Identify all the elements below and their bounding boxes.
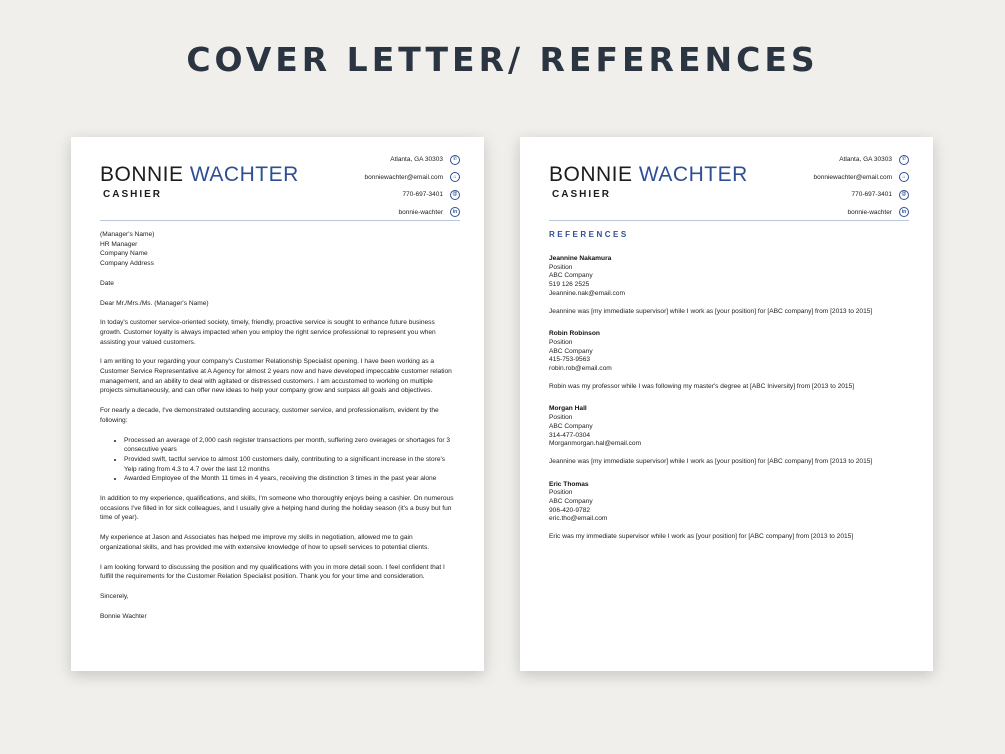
- contact-block: [709, 151, 909, 221]
- home-icon: ⌂: [450, 172, 460, 182]
- reference-phone: 314-477-0304: [549, 431, 591, 439]
- at-icon: @: [899, 190, 909, 200]
- reference-company: ABC Company: [549, 498, 593, 506]
- reference-phone: 519 126 2525: [549, 281, 590, 289]
- header-divider: [100, 220, 460, 221]
- at-icon: @: [450, 190, 460, 200]
- contact-text: Atlanta, GA 30303: [839, 156, 892, 164]
- references-list: [549, 255, 903, 556]
- contact-row-location: [260, 151, 460, 169]
- last-name: WACHTER: [638, 163, 748, 186]
- letter-paragraph: I am looking forward to discussing the position and my qualifications with you in more detail soon. I feel confident that I fulfill the requirements for the Customer Relation Specialist position. Thank you for your time and consideration.: [100, 563, 445, 581]
- address-line: (Manager's Name): [100, 231, 155, 238]
- reference-email: Morganmorgan.hal@email.com: [549, 440, 642, 448]
- address-line: HR Manager: [100, 240, 138, 248]
- reference-position: Position: [549, 414, 573, 422]
- letter-closing: Sincerely,: [100, 592, 129, 600]
- reference-name: Morgan Hall: [549, 405, 587, 413]
- list-item: • Processed an average of 2,000 cash register transactions per month, suffering zero overages or shortages for 3 consecutive years: [124, 436, 454, 455]
- contact-text: bonniewachter@email.com: [364, 173, 443, 181]
- reference-entry: [549, 330, 903, 391]
- letter-paragraph: In addition to my experience, qualifications, and skills, I'm someone who thoroughly enjoys being a cashier. On numerous occasions I've filled in for sick colleagues, and I usually give a helping hand during the holiday season (it's a busy but fun time of year).: [100, 495, 454, 522]
- letter-paragraph: For nearly a decade, I've demonstrated outstanding accuracy, customer service, and professionalism, evident by the following:: [100, 407, 439, 424]
- reference-note: Jeannine was [my immediate supervisor] while I work as [your position] for [ABC company] from [2013 to 2015]: [549, 457, 873, 465]
- contact-row-location: [709, 151, 909, 169]
- contact-row-email: [260, 169, 460, 187]
- letter-paragraph: In today's customer service-oriented society, timely, friendly, proactive service is sought to enhance future business growth. Customer loyalty is always impacted when you employ the right service professional to represent you when assisting your valued customers.: [100, 319, 436, 346]
- contact-text: bonnie-wachter: [847, 208, 892, 216]
- letter-paragraph: I am writing to your regarding your company's Customer Relationship Specialist opening. I have been working as a Customer Service Representative at A Agency for almost 2 years now and have developed impeccable customer relation management, and an ability to deal with agitated or distressed customers. I am accustomed to working on multiple projects simultaneously, and can offer new ideas to help your company grow and surpass all goals and objectives.: [100, 358, 452, 395]
- address-line: Company Address: [100, 260, 154, 268]
- header-divider: [549, 220, 909, 221]
- letter-paragraph: My experience at Jason and Associates has helped me improve my skills in negotiation, allowed me to gain organizational skills, and has provided me with extensive knowledge of how to upsell services to potential clients.: [100, 534, 430, 551]
- linkedin-icon: in: [450, 207, 460, 217]
- home-icon: ⌂: [899, 172, 909, 182]
- page-headline: COVER LETTER/ REFERENCES: [186, 40, 819, 79]
- letter-signature: Bonnie Wachter: [100, 612, 147, 620]
- address-line: Company Name: [100, 250, 148, 258]
- achievement-list: [100, 436, 454, 485]
- job-title: CASHIER: [103, 189, 163, 200]
- list-item: • Provided swift, tactful service to almost 100 customers daily, contributing to a significant increase in the store's Yelp rating from 4.3 to 4.7 over the last 12 months: [124, 455, 454, 474]
- reference-position: Position: [549, 263, 573, 271]
- contact-row-phone: [709, 186, 909, 204]
- contact-text: 770-697-3401: [851, 191, 892, 199]
- contact-row-linkedin: [260, 204, 460, 222]
- reference-email: robin.rob@email.com: [549, 365, 612, 373]
- contact-text: Atlanta, GA 30303: [390, 156, 443, 164]
- first-name: BONNIE: [549, 163, 633, 186]
- contact-text: 770-697-3401: [402, 191, 443, 199]
- cover-letter-page: [71, 137, 484, 671]
- reference-note: Jeannine was [my immediate supervisor] while I work as [your position] for [ABC company] from [2013 to 2015]: [549, 307, 873, 315]
- contact-row-email: [709, 169, 909, 187]
- reference-position: Position: [549, 489, 573, 497]
- references-page: [520, 137, 933, 671]
- reference-entry: [549, 481, 903, 542]
- job-title: CASHIER: [552, 189, 612, 200]
- contact-block: [260, 151, 460, 221]
- reference-phone: 415-753-9563: [549, 356, 591, 364]
- reference-name: Eric Thomas: [549, 480, 589, 488]
- reference-company: ABC Company: [549, 422, 593, 430]
- reference-name: Jeannine Nakamura: [549, 255, 612, 262]
- contact-text: bonnie-wachter: [398, 208, 443, 216]
- letter-body: [100, 230, 454, 631]
- contact-row-phone: [260, 186, 460, 204]
- contact-text: bonniewachter@email.com: [813, 173, 892, 181]
- reference-position: Position: [549, 338, 573, 346]
- reference-email: Jeannine.nak@email.com: [549, 289, 625, 297]
- references-title: REFERENCES: [549, 230, 629, 239]
- reference-note: Eric was my immediate supervisor while I work as [your position] for [ABC company] from [2013 to 2015]: [549, 533, 854, 541]
- reference-name: Robin Robinson: [549, 330, 600, 338]
- list-item: • Awarded Employee of the Month 11 times in 4 years, receiving the distinction 3 times in the past year alone: [124, 474, 454, 484]
- phone-icon: ✆: [899, 155, 909, 165]
- reference-company: ABC Company: [549, 272, 593, 280]
- letter-date: Date: [100, 279, 114, 287]
- reference-phone: 906-420-9782: [549, 506, 591, 514]
- contact-row-linkedin: [709, 204, 909, 222]
- letter-salutation: Dear Mr./Mrs./Ms. (Manager's Name): [100, 299, 209, 307]
- reference-note: Robin was my professor while I was following my master's degree at [ABC Iniversity] from [2013 to 2015]: [549, 382, 855, 390]
- first-name: BONNIE: [100, 163, 184, 186]
- reference-entry: [549, 255, 903, 316]
- phone-icon: ✆: [450, 155, 460, 165]
- last-name: WACHTER: [189, 163, 299, 186]
- recipient-address: [100, 230, 454, 269]
- reference-company: ABC Company: [549, 347, 593, 355]
- linkedin-icon: in: [899, 207, 909, 217]
- reference-entry: [549, 405, 903, 466]
- reference-email: eric.tho@email.com: [549, 515, 608, 523]
